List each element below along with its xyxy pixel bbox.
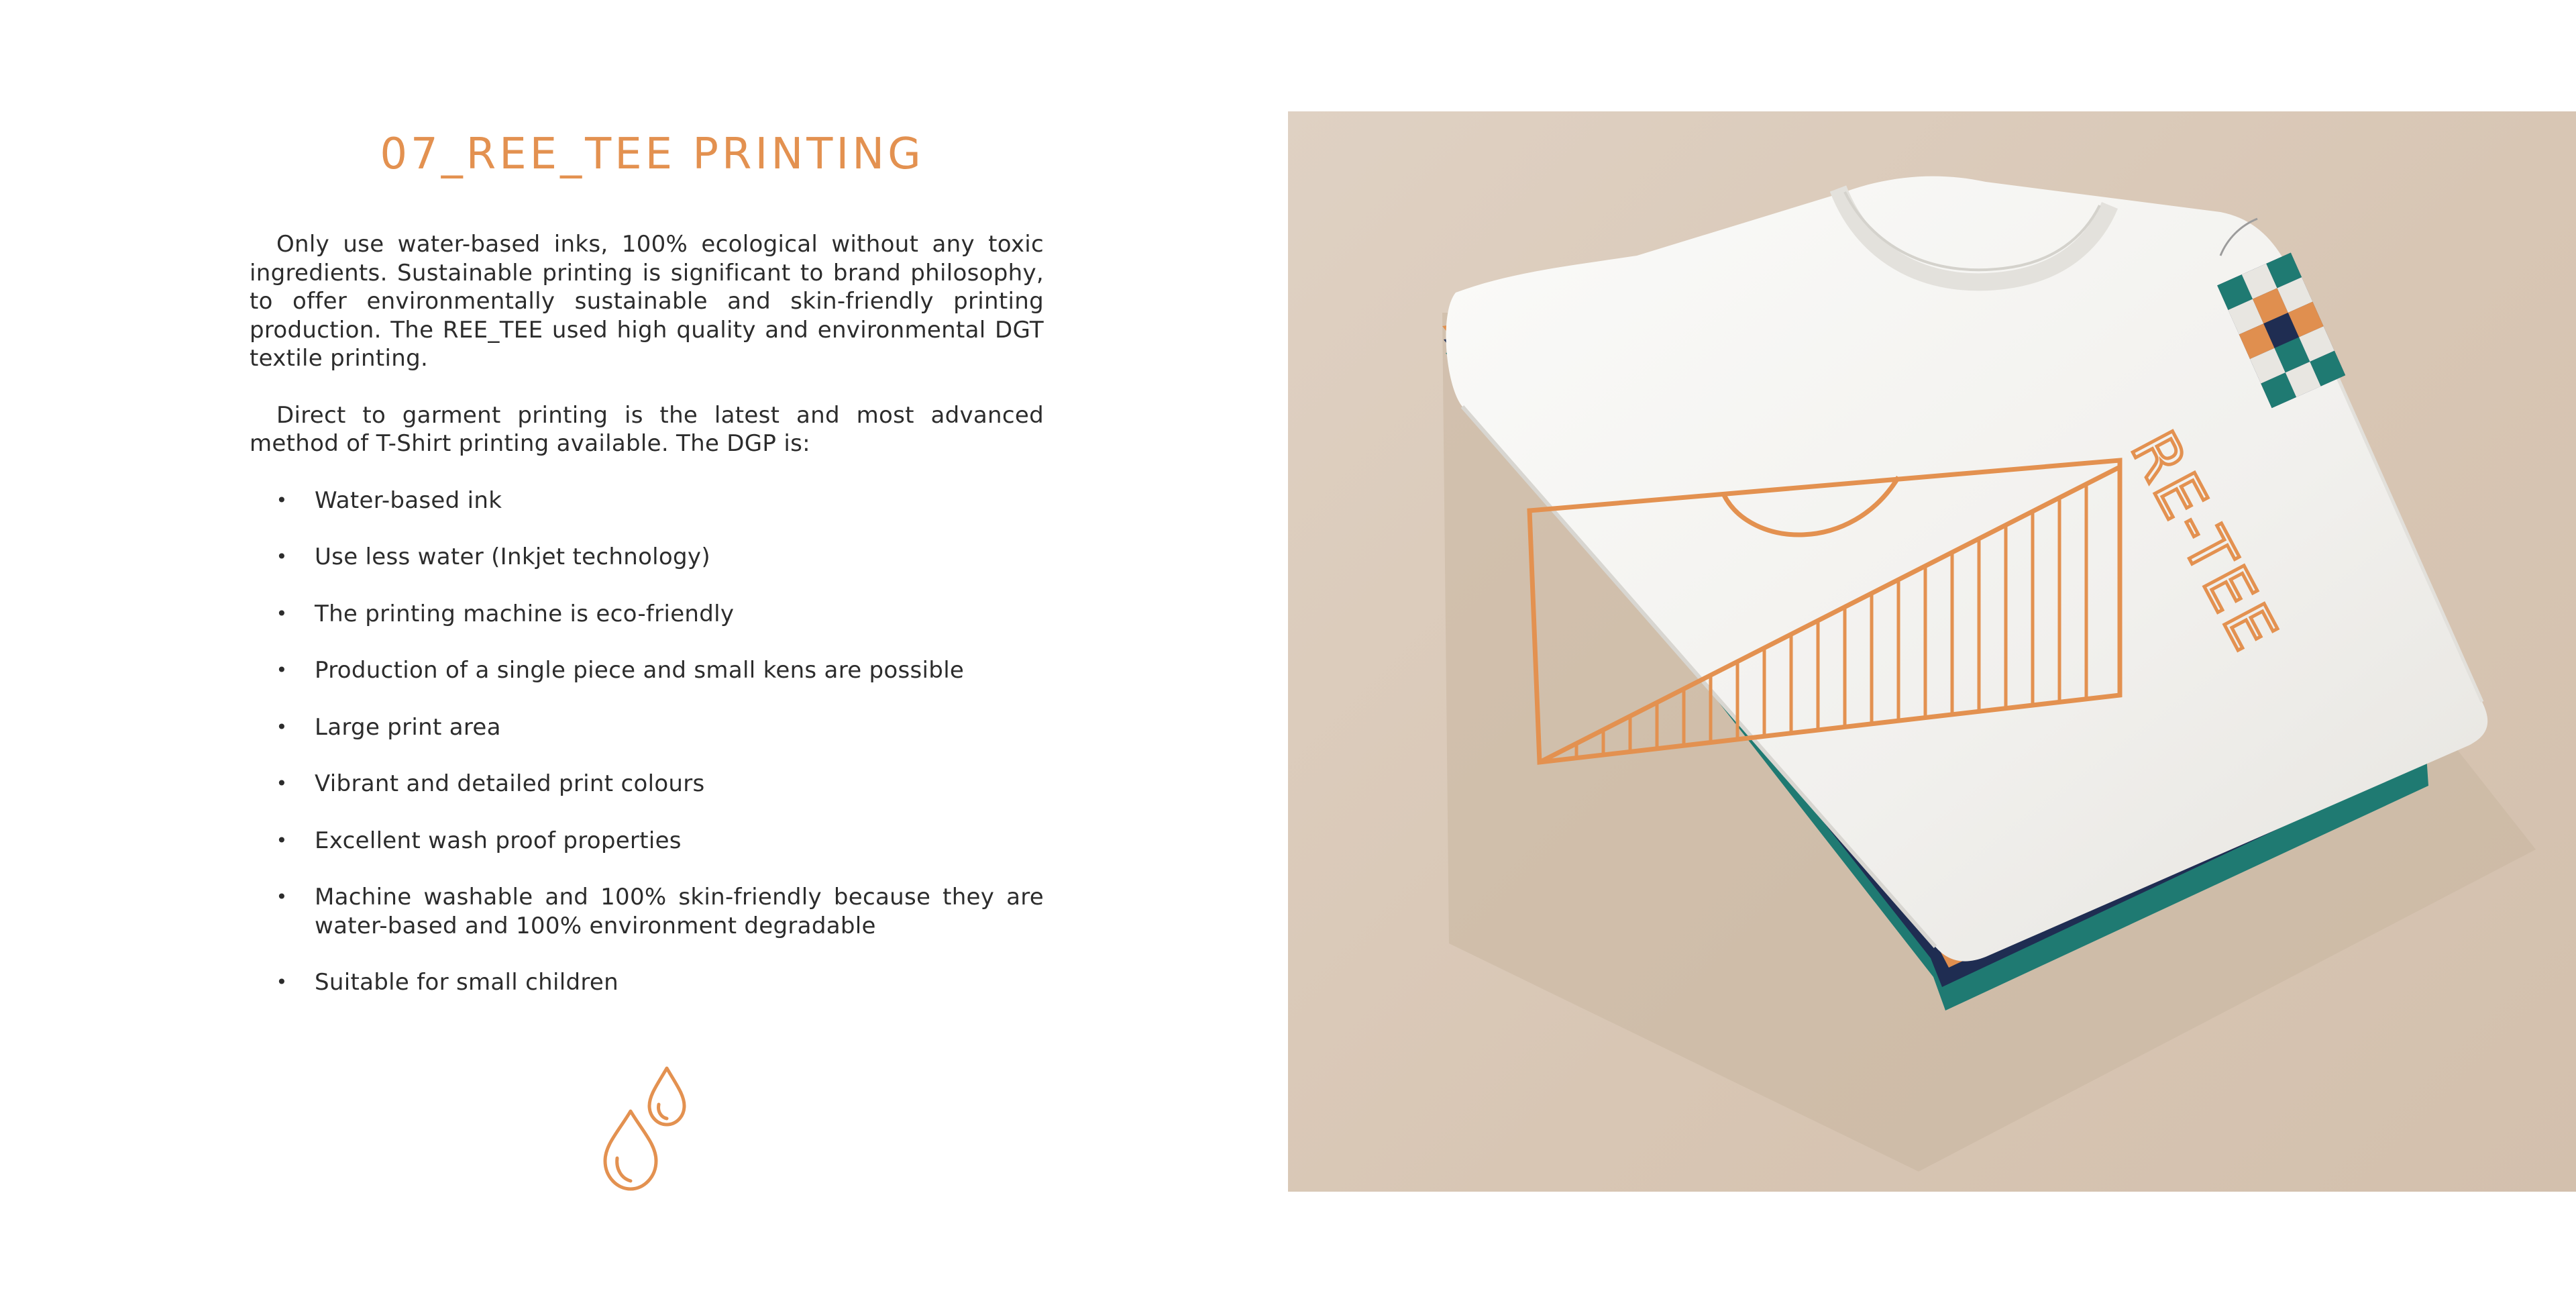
bullet: •	[276, 659, 288, 681]
bullet: •	[276, 488, 288, 511]
intro-paragraph: Only use water-based inks, 100% ecological without any toxic ingredients. Sustainable printing is significant to brand philosophy, to offer environmentally sustainable and skin-friendly printing production. The REE_TEE used high quality and environmental DGT textile printing.	[250, 231, 1044, 372]
bullet: •	[276, 715, 288, 738]
bullet: •	[276, 829, 288, 851]
bullet: •	[276, 772, 288, 794]
bullet: •	[276, 602, 288, 625]
bullet: •	[276, 546, 288, 568]
list-item: • Machine washable and 100% skin-friendly because they are water-based and 100% environment degradable	[276, 884, 1044, 939]
bullet: •	[276, 886, 288, 908]
body-copy	[250, 230, 1044, 1025]
list-item: • The printing machine is eco-friendly	[276, 600, 735, 627]
list-item: • Suitable for small children	[276, 969, 619, 996]
bullet: •	[276, 971, 288, 993]
product-photo	[1288, 111, 2576, 1192]
feature-list	[250, 486, 1044, 997]
list-item: • Production of a single piece and small kens are possible	[276, 657, 965, 684]
page-title: 07_REE_TEE PRINTING	[380, 130, 924, 179]
water-drops-icon	[596, 1064, 696, 1196]
list-item: • Use less water (Inkjet technology)	[276, 543, 710, 570]
folded-tshirts-illustration	[1288, 111, 2576, 1192]
list-item: • Excellent wash proof properties	[276, 827, 682, 854]
list-item: • Vibrant and detailed print colours	[276, 770, 705, 797]
logo-wordmark: RE-TEE	[2116, 420, 2292, 665]
list-item: • Large print area	[276, 713, 501, 741]
list-item: • Water-based ink	[276, 486, 502, 514]
dgp-paragraph: Direct to garment printing is the latest and most advanced method of T-Shirt printing available. The DGP is:	[250, 401, 1044, 457]
